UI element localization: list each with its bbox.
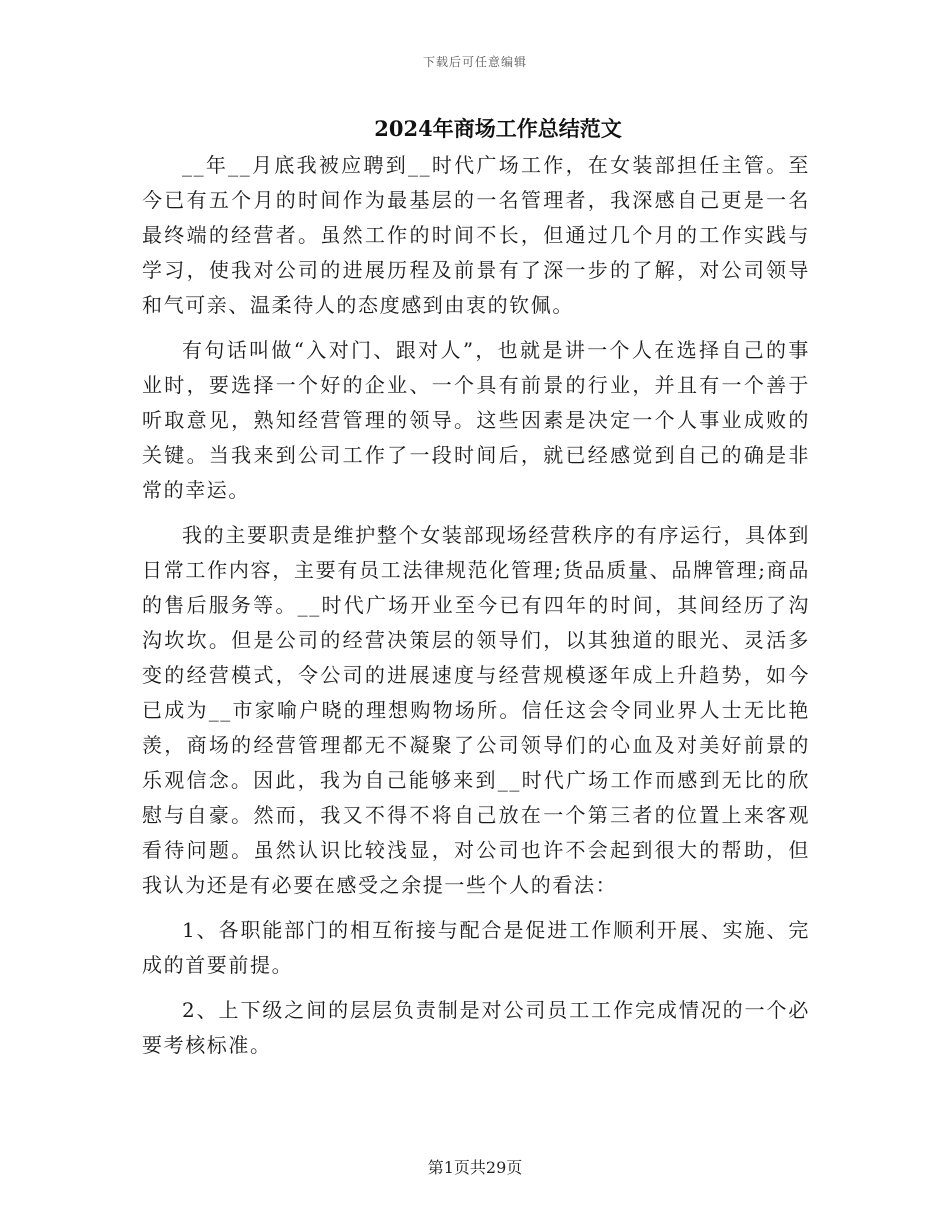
page-number: 第1页共29页 xyxy=(427,1158,523,1177)
paragraph: 2、上下级之间的层层负责制是对公司员工工作完成情况的一个必要考核标准。 xyxy=(142,998,810,1057)
header-note: 下载后可任意编辑 xyxy=(422,55,527,69)
document-body xyxy=(142,148,810,1073)
paragraph: 有句话叫做“入对门、跟对人”，也就是讲一个人在选择自己的事业时，要选择一个好的企业、一个具有前景的行业，并且有一个善于听取意见，熟知经营管理的领导。这些因素是决定一个人事业成败的关键。当我来到公司工作了一段时间后，就已经感觉到自己的确是非常的幸运。 xyxy=(142,338,810,502)
document-title: 2024年商场工作总结范文 xyxy=(374,116,622,141)
paragraph: __年__月底我被应聘到__时代广场工作，在女装部担任主管。至今已有五个月的时间作为最基层的一名管理者，我深感自己更是一名最终端的经营者。虽然工作的时间不长，但通过几个月的工作实践与学习，使我对公司的进展历程及前景有了深一步的了解，对公司领导和气可亲、温柔待人的态度感到由衷的钦佩。 xyxy=(142,153,810,317)
paragraph: 1、各职能部门的相互衔接与配合是促进工作顺利开展、实施、完成的首要前提。 xyxy=(142,918,810,977)
paragraph: 我的主要职责是维护整个女装部现场经营秩序的有序运行，具体到日常工作内容，主要有员工法律规范化管理;货品质量、品牌管理;商品的售后服务等。__时代广场开业至今已有四年的时间，其间经历了沟沟坎坎。但是公司的经营决策层的领导们，以其独道的眼光、灵活多变的经营模式，令公司的进展速度与经营规模逐年成上升趋势，如今已成为__市家喻户晓的理想购物场所。信任这会令同业界人士无比艳羡，商场的经营管理都无不凝聚了公司领导们的心血及对美好前景的乐观信念。因此，我为自己能够来到__时代广场工作而感到无比的欣慰与自豪。然而，我又不得不将自己放在一个第三者的位置上来客观看待问题。虽然认识比较浅显，对公司也许不会起到很大的帮助，但我认为还是有必要在感受之余提一些个人的看法： xyxy=(142,523,810,897)
